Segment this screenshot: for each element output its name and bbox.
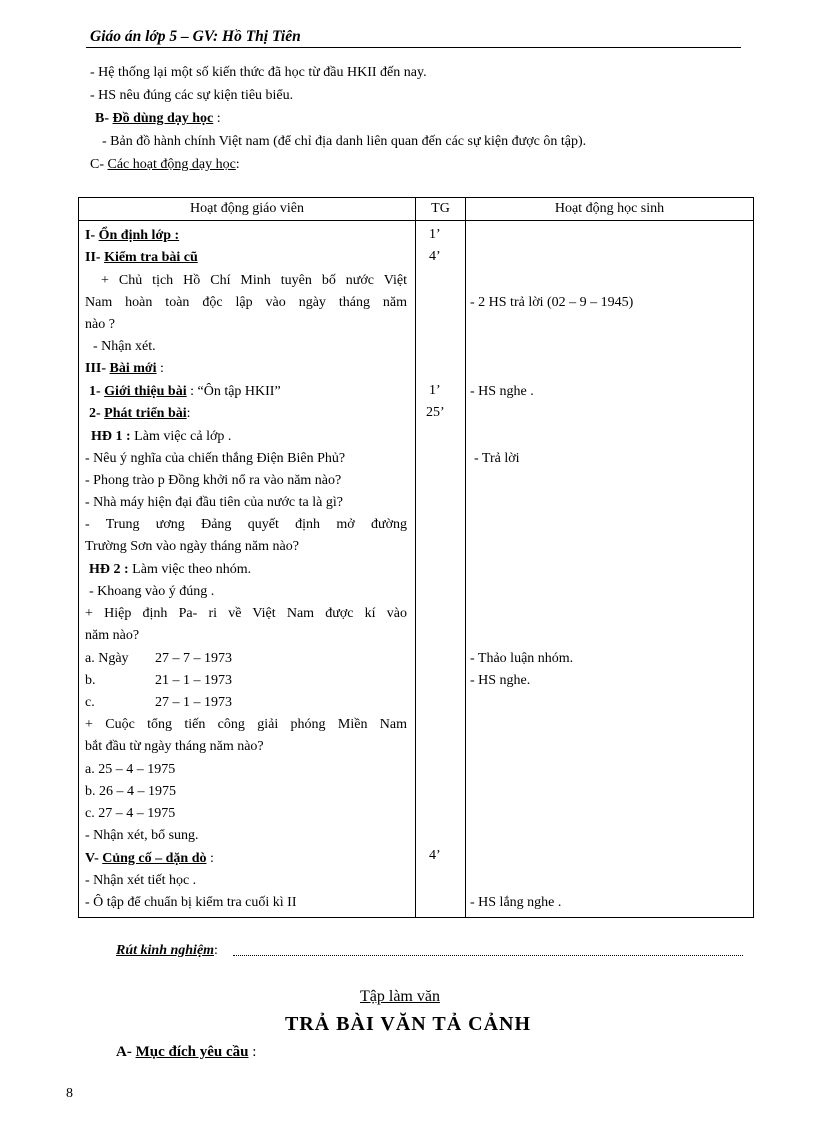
- option-date: 21 – 1 – 1973: [155, 673, 232, 688]
- student-line: - Trả lời: [474, 451, 520, 466]
- lesson-review: [116, 943, 218, 959]
- time-value: 4’: [429, 249, 441, 264]
- teacher-line: + Chủ tịch Hồ Chí Minh tuyên bố nước Việt: [101, 273, 407, 288]
- develop-step: 2- Phát triển bài:: [89, 406, 191, 421]
- teacher-line: + Hiệp định Pa- ri về Việt Nam được kí vào: [85, 606, 407, 621]
- time-cell: [416, 221, 466, 918]
- page-header: Giáo án lớp 5 – GV: Hồ Thị Tiên: [90, 28, 301, 45]
- section-v-heading: V- Củng cố – dặn dò :: [85, 851, 214, 866]
- objective-line: - Hệ thống lại một số kiến thức đã học từ đầu HKII đến nay.: [90, 65, 427, 80]
- student-activity-cell: [466, 221, 754, 918]
- student-line: - HS nghe .: [470, 384, 534, 399]
- teacher-line: - Nhận xét.: [93, 339, 156, 354]
- section-c-heading: [90, 157, 240, 173]
- section-a-heading: A- Mục đích yêu cầu :: [116, 1044, 257, 1060]
- student-line: - HS nghe.: [470, 673, 531, 688]
- option-line: a. 25 – 4 – 1975: [85, 762, 176, 777]
- teacher-line: - Ô tập để chuẩn bị kiểm tra cuối kì II: [85, 895, 297, 910]
- teacher-line: - Phong trào p Đồng khởi nổ ra vào năm nào?: [85, 473, 342, 488]
- activity-2: HĐ 2 : Làm việc theo nhóm.: [89, 562, 252, 577]
- section-c-title: Các hoạt động dạy học: [107, 157, 236, 172]
- teacher-line: bắt đầu từ ngày tháng năm nào?: [85, 739, 264, 754]
- section-c-prefix: C-: [90, 157, 108, 172]
- teacher-line: - Nêu ý nghĩa của chiến thắng Điện Biên Phủ?: [85, 451, 346, 466]
- teacher-activity-cell: [79, 221, 416, 918]
- teacher-line: - Nhà máy hiện đại đầu tiên của nước ta là gì?: [85, 495, 343, 510]
- section-iii-heading: III- Bài mới :: [85, 361, 164, 376]
- review-label: Rút kinh nghiệm: [116, 943, 215, 958]
- time-value: 4’: [429, 848, 441, 863]
- teacher-line: - Khoang vào ý đúng .: [89, 584, 215, 599]
- teacher-line: năm nào?: [85, 628, 140, 643]
- time-value: 1’: [429, 227, 441, 242]
- objective-line: - HS nêu đúng các sự kiện tiêu biểu.: [90, 88, 294, 103]
- section-b-prefix: B-: [95, 111, 113, 126]
- option-line: b. 26 – 4 – 1975: [85, 784, 176, 799]
- review-dotted-line: [233, 955, 743, 956]
- option-label: b.: [85, 673, 96, 688]
- section-ii-heading: II- Kiểm tra bài cũ: [85, 250, 198, 265]
- teacher-line: - Nhận xét tiết học .: [85, 873, 197, 888]
- page-number: 8: [66, 1086, 73, 1101]
- subject-heading: Tập làm văn: [360, 988, 440, 1005]
- teacher-line: - Trung ương Đảng quyết định mở đường: [85, 517, 407, 532]
- section-b-suffix: :: [213, 111, 221, 126]
- option-date: 27 – 1 – 1973: [155, 695, 232, 710]
- option-label: c.: [85, 695, 95, 710]
- section-c-suffix: :: [235, 157, 240, 172]
- option-date: 27 – 7 – 1973: [155, 651, 232, 666]
- student-line: - Thảo luận nhóm.: [470, 651, 574, 666]
- section-b-title: Đồ dùng dạy học: [112, 111, 214, 126]
- student-line: - HS lắng nghe .: [470, 895, 562, 910]
- header-time: TG: [416, 198, 466, 221]
- review-colon: :: [214, 943, 218, 958]
- teacher-line: Trường Sơn vào ngày tháng năm nào?: [85, 539, 299, 554]
- teacher-line: - Nhận xét, bổ sung.: [85, 828, 199, 843]
- materials-line: - Bản đồ hành chính Việt nam (để chỉ địa danh liên quan đến các sự kiện được ôn tập).: [102, 134, 587, 149]
- activity-1: HĐ 1 : Làm việc cả lớp .: [91, 429, 232, 444]
- header-student-activity: Hoạt động học sinh: [466, 198, 754, 221]
- lesson-activities-table: [78, 197, 754, 918]
- time-value: 25’: [426, 405, 445, 420]
- time-value: 1’: [429, 383, 441, 398]
- section-i-heading: I- Ổn định lớp :: [85, 228, 180, 243]
- option-label: a. Ngày: [85, 651, 129, 666]
- section-b-heading: [95, 111, 221, 127]
- intro-step: 1- Giới thiệu bài : “Ôn tập HKII”: [89, 384, 281, 399]
- header-teacher-activity: Hoạt động giáo viên: [79, 198, 416, 221]
- lesson-title: TRẢ BÀI VĂN TẢ CẢNH: [284, 1013, 532, 1035]
- teacher-line: Nam hoàn toàn độc lập vào ngày tháng năm: [85, 295, 407, 310]
- student-line: - 2 HS trả lời (02 – 9 – 1945): [470, 295, 634, 310]
- teacher-line: + Cuộc tổng tiến công giải phóng Miền Nam: [85, 717, 407, 732]
- header-rule: [86, 47, 741, 48]
- option-line: c. 27 – 4 – 1975: [85, 806, 176, 821]
- teacher-line: nào ?: [85, 317, 115, 332]
